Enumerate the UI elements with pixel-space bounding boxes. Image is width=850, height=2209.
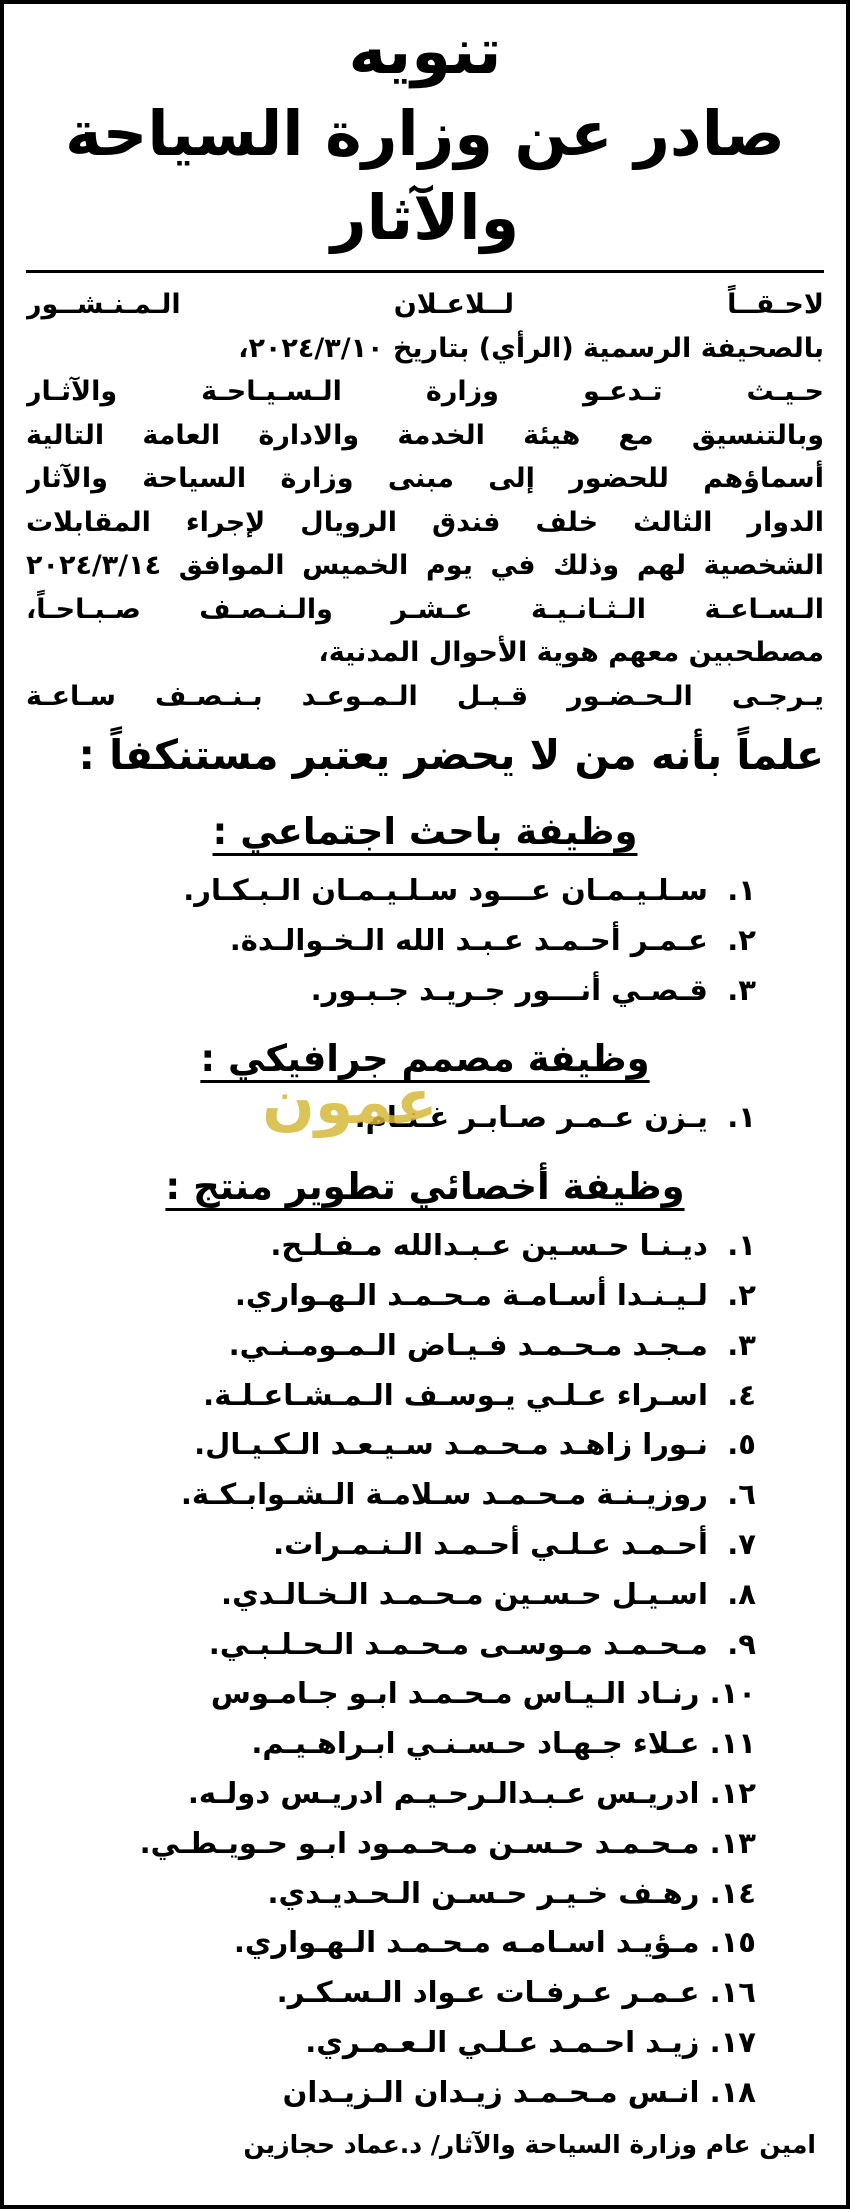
item-name: زيـد احـمـد عـلـي الـعـمـري. [305, 2024, 700, 2059]
item-number: ٩. [727, 1626, 756, 1661]
announcement-line: أسماؤهم للحضور إلى مبنى وزارة السياحة والآثار [26, 463, 824, 494]
list-item [26, 1918, 756, 1968]
item-name: لـيـنـدا أسـامـة مـحـمـد الـهـواري. [234, 1277, 708, 1312]
list-item [26, 1271, 756, 1321]
list-item [26, 2018, 756, 2068]
list-item [26, 1719, 756, 1769]
item-name: اسـراء عـلـي يـوسـف الـمـشـاعـلـة. [203, 1377, 708, 1412]
item-name: عـمـر أحـمـد عـبـد الله الـخـوالـدة. [229, 922, 708, 957]
item-number: ٥. [727, 1427, 756, 1462]
announcement-line: حـيـث تـدعـو وزارة الـسـيـاحـة والآثـار [26, 376, 824, 407]
announcement-line: وبالتنسيق مع هيئة الخدمة والادارة العامة التالية [26, 419, 824, 451]
item-number: ١. [727, 873, 756, 907]
announcement-body [26, 283, 824, 718]
announcement-line: يـرجـى الـحـضـور قـبـل الـمـوعـد بـنـصـف سـاعـة [26, 680, 824, 712]
item-name: روزيـنـة مـحـمـد سـلامـة الـشـوابـكـة. [180, 1477, 708, 1512]
item-name: انـس مـحـمـد زيـدان الـزيـدان [282, 2074, 700, 2109]
item-number: ١. [727, 1100, 756, 1135]
announcement-line: الشخصية لهم وذلك في يوم الخميس الموافق ٢٠٢٤/٣/١٤ [26, 550, 824, 581]
section-title-text: وظيفة باحث اجتماعي : [212, 810, 638, 853]
item-name: مـحـمـد حـسـن مـحـمـود ابـو حـويـطـي. [139, 1825, 700, 1860]
item-number: ١٣. [709, 1825, 756, 1860]
list-item [26, 2068, 756, 2118]
list-item [26, 1221, 756, 1271]
list-item [26, 1620, 756, 1670]
item-number: ٣. [727, 1327, 756, 1362]
item-number: ١٢. [709, 1775, 756, 1810]
list-item [26, 1570, 756, 1620]
section-title-text: وظيفة مصمم جرافيكي : [200, 1037, 650, 1081]
list-item [26, 1769, 756, 1819]
item-name: ديـنـا حـسـين عـبـدالله مـفـلـح. [270, 1228, 708, 1263]
page-title: تنويه [348, 15, 502, 89]
page-subtitle: صادر عن وزارة السياحة والآثار [65, 97, 785, 254]
item-number: ١٠. [709, 1676, 756, 1711]
item-number: ٨. [727, 1576, 756, 1611]
section-title-text: وظيفة أخصائي تطوير منتج : [165, 1165, 685, 1209]
list-item [26, 1420, 756, 1470]
item-name: رهـف خـيـر حـسـن الـحـديـدي. [267, 1875, 700, 1910]
item-name: نـورا زاهـد مـحـمـد سـيـعـد الـكـيـال. [194, 1427, 708, 1462]
item-number: ٦. [727, 1477, 756, 1512]
item-number: ٤. [727, 1377, 756, 1412]
absence-notice: علماً بأنه من لا يحضر يعتبر مستنكفاً : [78, 731, 824, 779]
item-number: ٢. [727, 922, 756, 957]
list-item [26, 1371, 756, 1421]
item-number: ١٤. [709, 1875, 756, 1910]
list-item [26, 1470, 756, 1520]
list-item [26, 1819, 756, 1869]
item-name: أحـمـد عـلـي أحـمـد الـنـمـرات. [273, 1526, 708, 1561]
item-name: يـزن عـمـر صـابـر غـنـام. [354, 1100, 708, 1135]
item-number: ٧. [727, 1526, 756, 1561]
item-name: سـلـيـمـان عـــود سـلـيـمـان الـبـكـار. [183, 873, 708, 907]
item-name: مـؤيـد اسـامـه مـحـمـد الـهـواري. [233, 1925, 700, 1960]
names-list-social-researcher [26, 866, 824, 1015]
item-name: رنـاد الـيـاس مـحـمـد ابـو جـامـوس [210, 1676, 700, 1711]
item-name: مـحـمـد مـوسـى مـحـمـد الـحـلـبـي. [208, 1626, 708, 1661]
item-name: قـصـي أنـــور جـريـد جـبـور. [310, 972, 708, 1007]
announcement-line: مصطحبين معهم هوية الأحوال المدنية، [318, 637, 824, 668]
item-number: ١٨. [709, 2074, 756, 2109]
item-name: ادريـس عـبـدالـرحـيـم ادريـس دولـه. [187, 1775, 700, 1810]
item-number: ٢. [727, 1277, 756, 1312]
item-number: ٣. [727, 972, 756, 1007]
ammon-watermark-logo: عمون [262, 1065, 438, 1138]
list-item [26, 1321, 756, 1371]
list-item [26, 1669, 756, 1719]
names-list-product-development [26, 1221, 824, 2117]
item-number: ١٧. [709, 2024, 756, 2059]
list-item [26, 916, 756, 966]
divider [26, 270, 824, 273]
announcement-line: بالصحيفة الرسمية (الرأي) بتاريخ ٢٠٢٤/٣/١٠، [238, 332, 824, 364]
list-item [26, 1968, 756, 2018]
item-number: ١٥. [709, 1925, 756, 1960]
signature-line: امين عام وزارة السياحة والآثار/ د.عماد حجازين [243, 2130, 816, 2159]
announcement-line: الـسـاعـة الـثـانـيـة عـشـر والـنـصـف صـبـاحـاً، [26, 593, 824, 625]
item-number: ١١. [709, 1726, 756, 1761]
item-number: ١٦. [709, 1975, 756, 2010]
item-number: ١. [727, 1228, 756, 1263]
section-title-social-researcher [26, 804, 824, 860]
item-name: عـلاء جـهـاد حـسـنـي ابـراهـيـم. [251, 1726, 700, 1761]
list-item [26, 966, 756, 1016]
announcement-line: لاحـقــاً لــلاعـلان الـمـنـشــور [26, 289, 824, 320]
item-name: مـجـد مـحـمـد فـيـاض الـمـومـنـي. [228, 1327, 708, 1362]
announcement-line: الدوار الثالث خلف فندق الرويال لإجراء المقابلات [26, 506, 824, 538]
item-name: عـمـر عـرفـات عـواد الـسـكـر. [276, 1975, 700, 2010]
item-name: اسـيـل حـسـين مـحـمـد الـخـالـدي. [221, 1576, 708, 1611]
list-item [26, 1869, 756, 1919]
list-item [26, 866, 756, 916]
list-item [26, 1520, 756, 1570]
section-title-product-development [26, 1159, 824, 1215]
